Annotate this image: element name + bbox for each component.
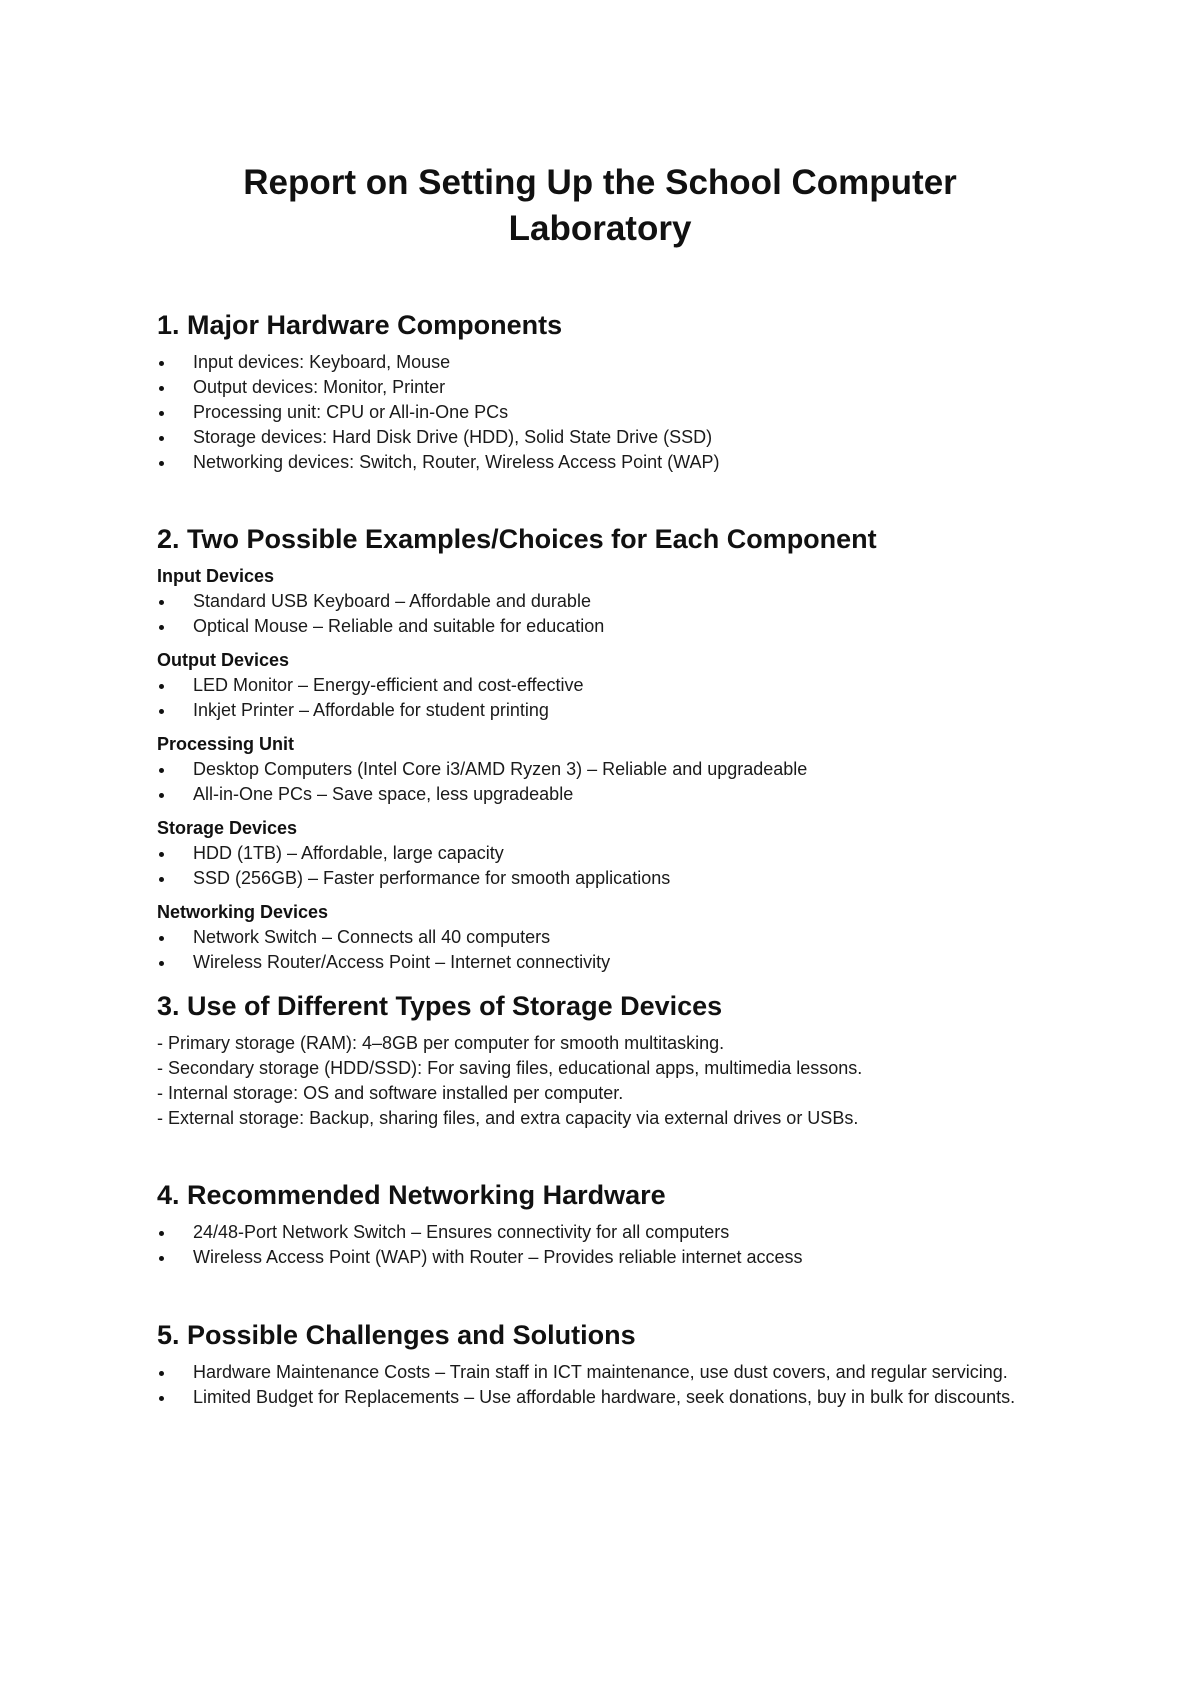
bullet-icon	[159, 1371, 164, 1376]
list-item-text: HDD (1TB) – Affordable, large capacity	[193, 843, 504, 863]
list-item-text: Wireless Router/Access Point – Internet connectivity	[193, 952, 611, 972]
list-item-text: Hardware Maintenance Costs – Train staff in ICT maintenance, use dust covers, and regular servicing.	[193, 1362, 1008, 1382]
text-line: - Internal storage: OS and software installed per computer.	[157, 1083, 624, 1103]
list-item-text: Standard USB Keyboard – Affordable and durable	[193, 591, 591, 611]
list-item	[157, 782, 1043, 807]
bullet-icon	[159, 361, 164, 366]
list-item	[157, 450, 1043, 475]
list-item	[157, 1245, 1043, 1270]
list-item-text: Optical Mouse – Reliable and suitable for education	[193, 616, 605, 636]
section-storage-types	[157, 989, 1043, 1131]
list-item-text: Processing unit: CPU or All-in-One PCs	[193, 402, 509, 422]
list-item	[157, 1220, 1043, 1245]
list-item-text: Desktop Computers (Intel Core i3/AMD Ryzen 3) – Reliable and upgradeable	[193, 759, 808, 779]
group-title: Processing Unit	[157, 734, 295, 754]
bullet-list	[157, 757, 1043, 807]
list-item-text: 24/48-Port Network Switch – Ensures connectivity for all computers	[193, 1222, 730, 1242]
list-item	[157, 375, 1043, 400]
list-item	[157, 698, 1043, 723]
bullet-icon	[159, 961, 164, 966]
bullet-icon	[159, 852, 164, 857]
bullet-icon	[159, 386, 164, 391]
list-item-text: Limited Budget for Replacements – Use affordable hardware, seek donations, buy in bulk for discounts.	[193, 1387, 1016, 1407]
section-major-hardware	[157, 308, 1043, 475]
storage-lines	[157, 1031, 1043, 1131]
list-item	[157, 866, 1043, 891]
component-group-storage	[157, 816, 1043, 891]
text-line: - Secondary storage (HDD/SSD): For saving files, educational apps, multimedia lessons.	[157, 1058, 863, 1078]
list-item	[157, 841, 1043, 866]
text-line: - External storage: Backup, sharing files, and extra capacity via external drives or USBs.	[157, 1108, 859, 1128]
bullet-icon	[159, 768, 164, 773]
list-item	[157, 400, 1043, 425]
component-group-input	[157, 564, 1043, 639]
list-item	[157, 614, 1043, 639]
list-item	[157, 925, 1043, 950]
group-title: Input Devices	[157, 566, 275, 586]
section-heading: 5. Possible Challenges and Solutions	[157, 1320, 636, 1350]
document-title: Report on Setting Up the School Computer Laboratory	[243, 163, 957, 248]
bullet-icon	[159, 1396, 164, 1401]
section-heading: 3. Use of Different Types of Storage Devices	[157, 991, 723, 1021]
list-item	[157, 673, 1043, 698]
list-item-text: LED Monitor – Energy-efficient and cost-effective	[193, 675, 584, 695]
list-item	[157, 1360, 1043, 1385]
bullet-icon	[159, 877, 164, 882]
list-item	[157, 950, 1043, 975]
bullet-list	[157, 925, 1043, 975]
component-group-processing	[157, 732, 1043, 807]
bullet-icon	[159, 684, 164, 689]
list-item	[157, 350, 1043, 375]
list-item-text: Storage devices: Hard Disk Drive (HDD), Solid State Drive (SSD)	[193, 427, 713, 447]
group-title: Output Devices	[157, 650, 290, 670]
bullet-icon	[159, 461, 164, 466]
list-item	[157, 757, 1043, 782]
bullet-list	[157, 841, 1043, 891]
bullet-icon	[159, 1256, 164, 1261]
section-networking-hardware	[157, 1178, 1043, 1270]
bullet-icon	[159, 436, 164, 441]
bullet-icon	[159, 936, 164, 941]
list-item-text: SSD (256GB) – Faster performance for smooth applications	[193, 868, 671, 888]
bullet-icon	[159, 411, 164, 416]
list-item-text: Networking devices: Switch, Router, Wireless Access Point (WAP)	[193, 452, 720, 472]
list-item-text: Network Switch – Connects all 40 computers	[193, 927, 551, 947]
list-item-text: All-in-One PCs – Save space, less upgradeable	[193, 784, 574, 804]
list-item-text: Output devices: Monitor, Printer	[193, 377, 446, 397]
text-line: - Primary storage (RAM): 4–8GB per computer for smooth multitasking.	[157, 1033, 725, 1053]
list-item	[157, 1385, 1043, 1410]
bullet-list	[157, 1360, 1043, 1410]
bullet-icon	[159, 1231, 164, 1236]
bullet-icon	[159, 625, 164, 630]
section-heading: 4. Recommended Networking Hardware	[157, 1180, 666, 1210]
bullet-icon	[159, 600, 164, 605]
group-title: Storage Devices	[157, 818, 298, 838]
section-heading: 2. Two Possible Examples/Choices for Each Component	[157, 524, 877, 554]
section-heading: 1. Major Hardware Components	[157, 310, 563, 340]
section-challenges-solutions	[157, 1318, 1043, 1410]
list-item-text: Wireless Access Point (WAP) with Router – Provides reliable internet access	[193, 1247, 803, 1267]
list-item-text: Inkjet Printer – Affordable for student printing	[193, 700, 549, 720]
group-title: Networking Devices	[157, 902, 329, 922]
list-item	[157, 589, 1043, 614]
bullet-list	[157, 350, 1043, 475]
list-item	[157, 425, 1043, 450]
bullet-list	[157, 589, 1043, 639]
section-examples-choices	[157, 522, 1043, 975]
bullet-list	[157, 673, 1043, 723]
bullet-icon	[159, 793, 164, 798]
list-item-text: Input devices: Keyboard, Mouse	[193, 352, 451, 372]
component-group-output	[157, 648, 1043, 723]
bullet-icon	[159, 709, 164, 714]
component-group-networking	[157, 900, 1043, 975]
bullet-list	[157, 1220, 1043, 1270]
